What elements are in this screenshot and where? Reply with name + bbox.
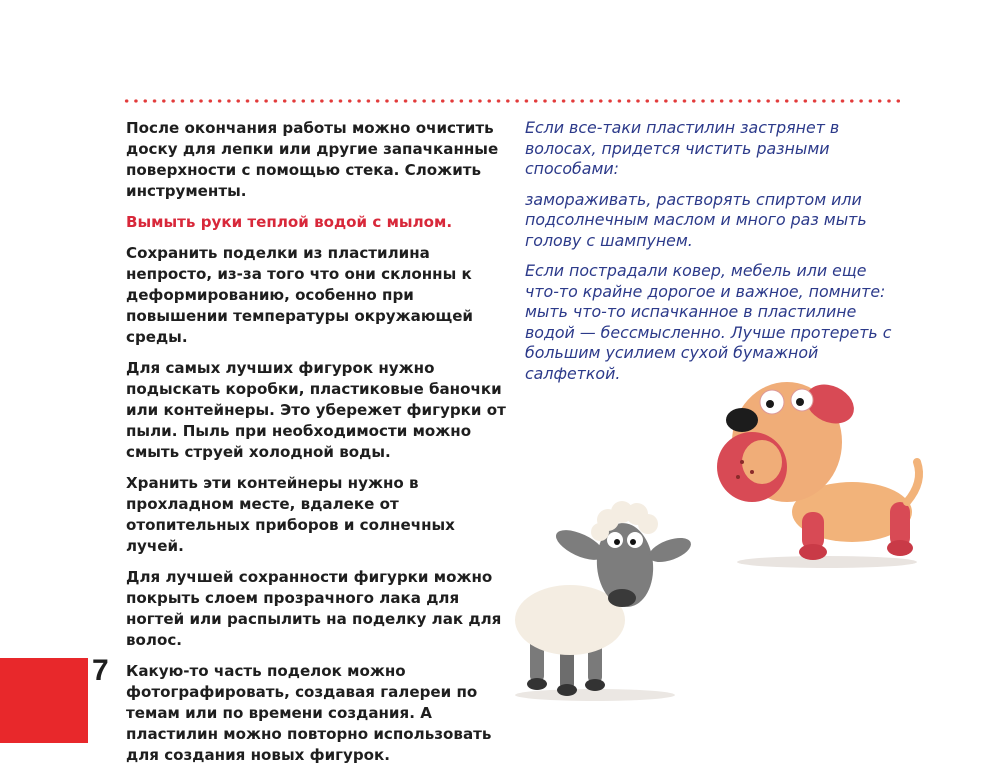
page-number: 7 (92, 654, 109, 687)
note-methods: замораживать, растворять спиртом или подсолнечным маслом и много раз мыть голову с шампунем. (525, 189, 867, 250)
dotted-separator (122, 99, 904, 103)
paragraph-wash-hands: Вымыть руки теплой водой с мылом. (126, 213, 453, 231)
paragraph-cleanup: После окончания работы можно очистить доску для лепки или другие запачканные поверхности с помощью стека. Сложить инструменты. (126, 119, 499, 200)
paragraph-lacquer: Для лучшей сохранности фигурки можно покрыть слоем прозрачного лака для ногтей или распылить на поделку лак для волос. (126, 568, 502, 649)
note-hair: Если все-таки пластилин застрянет в волосах, придется чистить разными способами: (525, 118, 840, 178)
right-text-column (525, 118, 905, 394)
left-text-column (126, 118, 506, 776)
paragraph-photograph: Какую-то часть поделок можно фотографировать, создавая галереи по темам или по времени создания. А пластилин можно повторно использовать для создания новых фигурок. (126, 662, 492, 764)
page-corner-block (0, 658, 88, 743)
note-carpet: Если пострадали ковер, мебель или еще что-то крайне дорогое и важное, помните: мыть что-то испачканное в пластилине водой — бессмысленно. Лучше протереть с большим усилием сухой бумажной салфеткой. (525, 261, 892, 383)
paragraph-cool-place: Хранить эти контейнеры нужно в прохладном месте, вдалеке от отопительных приборов и солнечных лучей. (126, 474, 455, 555)
paragraph-containers: Для самых лучших фигурок нужно подыскать коробки, пластиковые баночки или контейнеры. Это убережет фигурки от пыли. Пыль при необходимости можно смыть струей холодной воды. (126, 359, 506, 461)
paragraph-storage-difficulty: Сохранить поделки из пластилина непросто, из-за того что они склонны к деформированию, особенно при повышении температуры окружающей среды. (126, 244, 474, 346)
plasticine-sheep-figure (500, 490, 700, 705)
plasticine-dog-figure (712, 362, 932, 572)
